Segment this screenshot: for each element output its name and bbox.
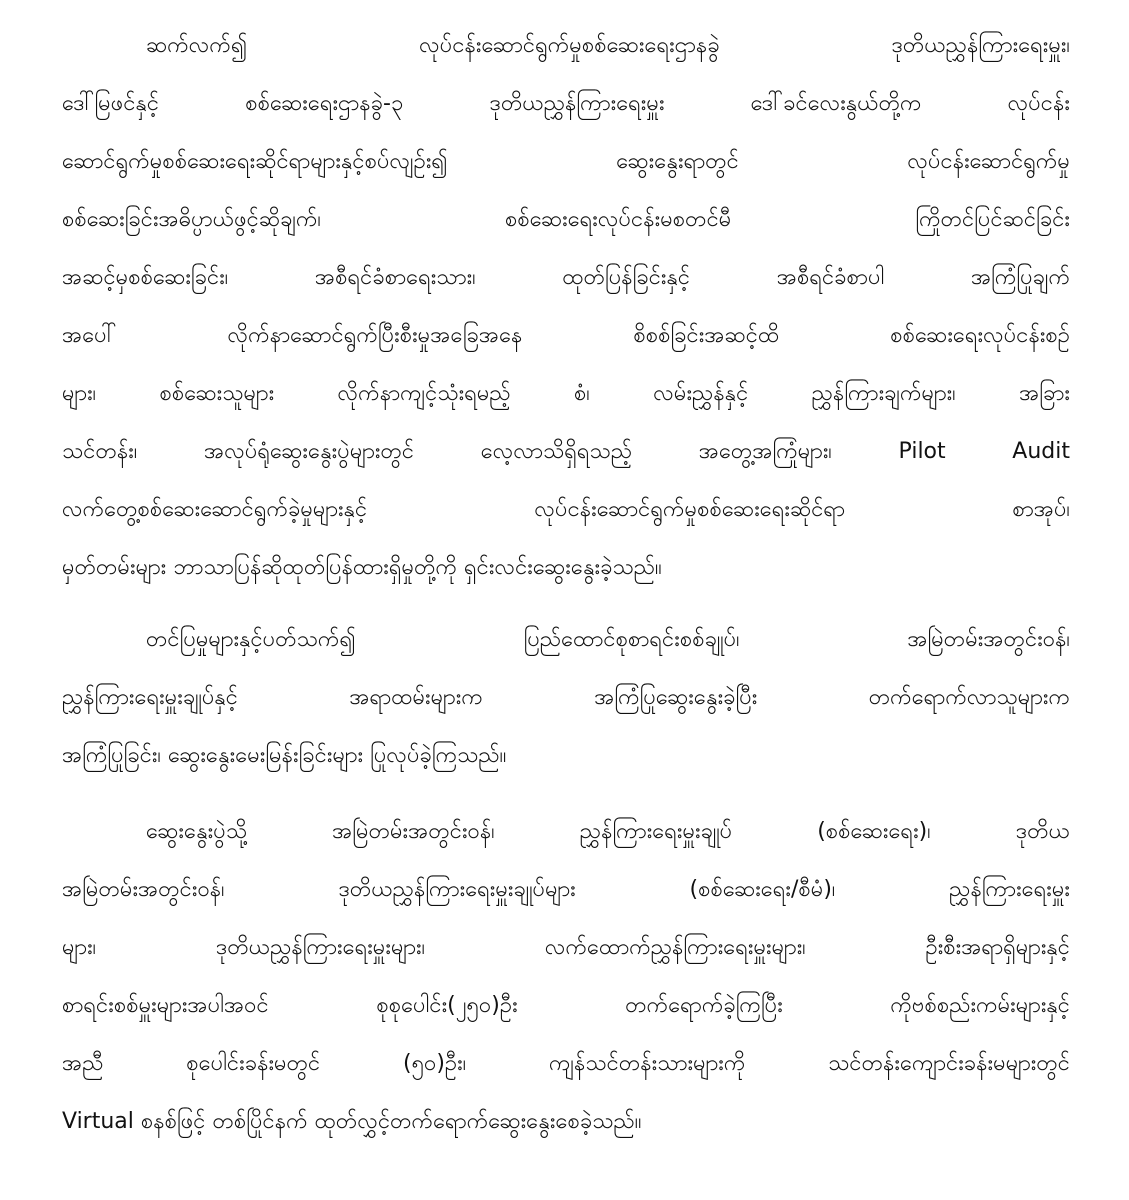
paragraph-line: ဆက်လက်၍ လုပ်ငန်းဆောင်ရွက်မှုစစ်ဆေးရေးဌာနခွဲ ဒုတိယညွှန်ကြားရေးမှူး၊ bbox=[146, 33, 1070, 58]
paragraph-line: အပေါ် လိုက်နာဆောင်ရွက်ပြီးစီးမှုအခြေအနေ စိစစ်ခြင်းအဆင့်ထိ စစ်ဆေးရေးလုပ်ငန်းစဉ် bbox=[62, 323, 1070, 348]
document-page bbox=[62, 0, 1070, 1200]
paragraph-line: အကြံပြုခြင်း၊ ဆွေးနွေးမေးမြန်းခြင်းများ ပြုလုပ်ခဲ့ကြသည်။ bbox=[62, 743, 507, 768]
paragraph-line: အမြဲတမ်းအတွင်းဝန်၊ ဒုတိယညွှန်ကြားရေးမှူးချုပ်များ (စစ်ဆေးရေး/စီမံ)၊ ညွှန်ကြားရေးမှူး bbox=[62, 877, 1070, 902]
paragraph-line: အဆင့်မှစစ်ဆေးခြင်း၊ အစီရင်ခံစာရေးသား၊ ထုတ်ပြန်ခြင်းနှင့် အစီရင်ခံစာပါ အကြံပြုချက် bbox=[62, 265, 1070, 290]
paragraph-line: ညွှန်ကြားရေးမှူးချုပ်နှင့် အရာထမ်းများက အကြံပြုဆွေးနွေးခဲ့ပြီး တက်ရောက်လာသူများက bbox=[62, 685, 1070, 710]
paragraph-line: များ၊ ဒုတိယညွှန်ကြားရေးမှူးများ၊ လက်ထောက်ညွှန်ကြားရေးမှူးများ၊ ဦးစီးအရာရှိများနှင့် bbox=[62, 935, 1070, 960]
paragraph-line: အညီ စုပေါင်းခန်းမတွင် (၅၀)ဦး၊ ကျန်သင်တန်းသားများကို သင်တန်းကျောင်းခန်းမများတွင် bbox=[62, 1051, 1070, 1076]
paragraph-line: စစ်ဆေးခြင်းအဓိပ္ပာယ်ဖွင့်ဆိုချက်၊ စစ်ဆေးရေးလုပ်ငန်းမစတင်မီ ကြိုတင်ပြင်ဆင်ခြင်း bbox=[62, 207, 1070, 232]
paragraph-line: ဆောင်ရွက်မှုစစ်ဆေးရေးဆိုင်ရာများနှင့်စပ်လျဉ်း၍ ဆွေးနွေးရာတွင် လုပ်ငန်းဆောင်ရွက်မှု bbox=[62, 149, 1070, 174]
paragraph-line: စာရင်းစစ်မှူးများအပါအဝင် စုစုပေါင်း(၂၅၀)ဦး တက်ရောက်ခဲ့ကြပြီး ကိုဗစ်စည်းကမ်းများနှင့် bbox=[62, 993, 1070, 1018]
paragraph-line: လက်တွေ့စစ်ဆေးဆောင်ရွက်ခဲ့မှုများနှင့် လုပ်ငန်းဆောင်ရွက်မှုစစ်ဆေးရေးဆိုင်ရာ စာအုပ်၊ bbox=[62, 497, 1070, 522]
paragraph-line: များ၊ စစ်ဆေးသူများ လိုက်နာကျင့်သုံးရမည့် စံ၊ လမ်းညွှန်နှင့် ညွှန်ကြားချက်များ၊ အခြား bbox=[62, 381, 1070, 406]
paragraph-line: Virtual စနစ်ဖြင့် တစ်ပြိုင်နက် ထုတ်လွှင့်တက်ရောက်ဆွေးနွေးစေခဲ့သည်။ bbox=[62, 1109, 642, 1134]
paragraph-line: ဆွေးနွေးပွဲသို့ အမြဲတမ်းအတွင်းဝန်၊ ညွှန်ကြားရေးမှူးချုပ် (စစ်ဆေးရေး)၊ ဒုတိယ bbox=[146, 819, 1070, 844]
paragraph-line: ဒေါ်မြဖင်နှင့် စစ်ဆေးရေးဌာနခွဲ-၃ ဒုတိယညွှန်ကြားရေးမှူး ဒေါ်ခင်လေးနွယ်တို့က လုပ်ငန်း bbox=[62, 91, 1070, 116]
paragraph-line: မှတ်တမ်းများ ဘာသာပြန်ဆိုထုတ်ပြန်ထားရှိမှုတို့ကို ရှင်းလင်းဆွေးနွေးခဲ့သည်။ bbox=[62, 555, 662, 580]
paragraph-line: သင်တန်း၊ အလုပ်ရုံဆွေးနွေးပွဲများတွင် လေ့လာသိရှိရသည့် အတွေ့အကြုံများ၊ Pilot Audit bbox=[62, 439, 1070, 464]
paragraph-line: တင်ပြမှုများနှင့်ပတ်သက်၍ ပြည်ထောင်စုစာရင်းစစ်ချုပ်၊ အမြဲတမ်းအတွင်းဝန်၊ bbox=[146, 627, 1070, 652]
